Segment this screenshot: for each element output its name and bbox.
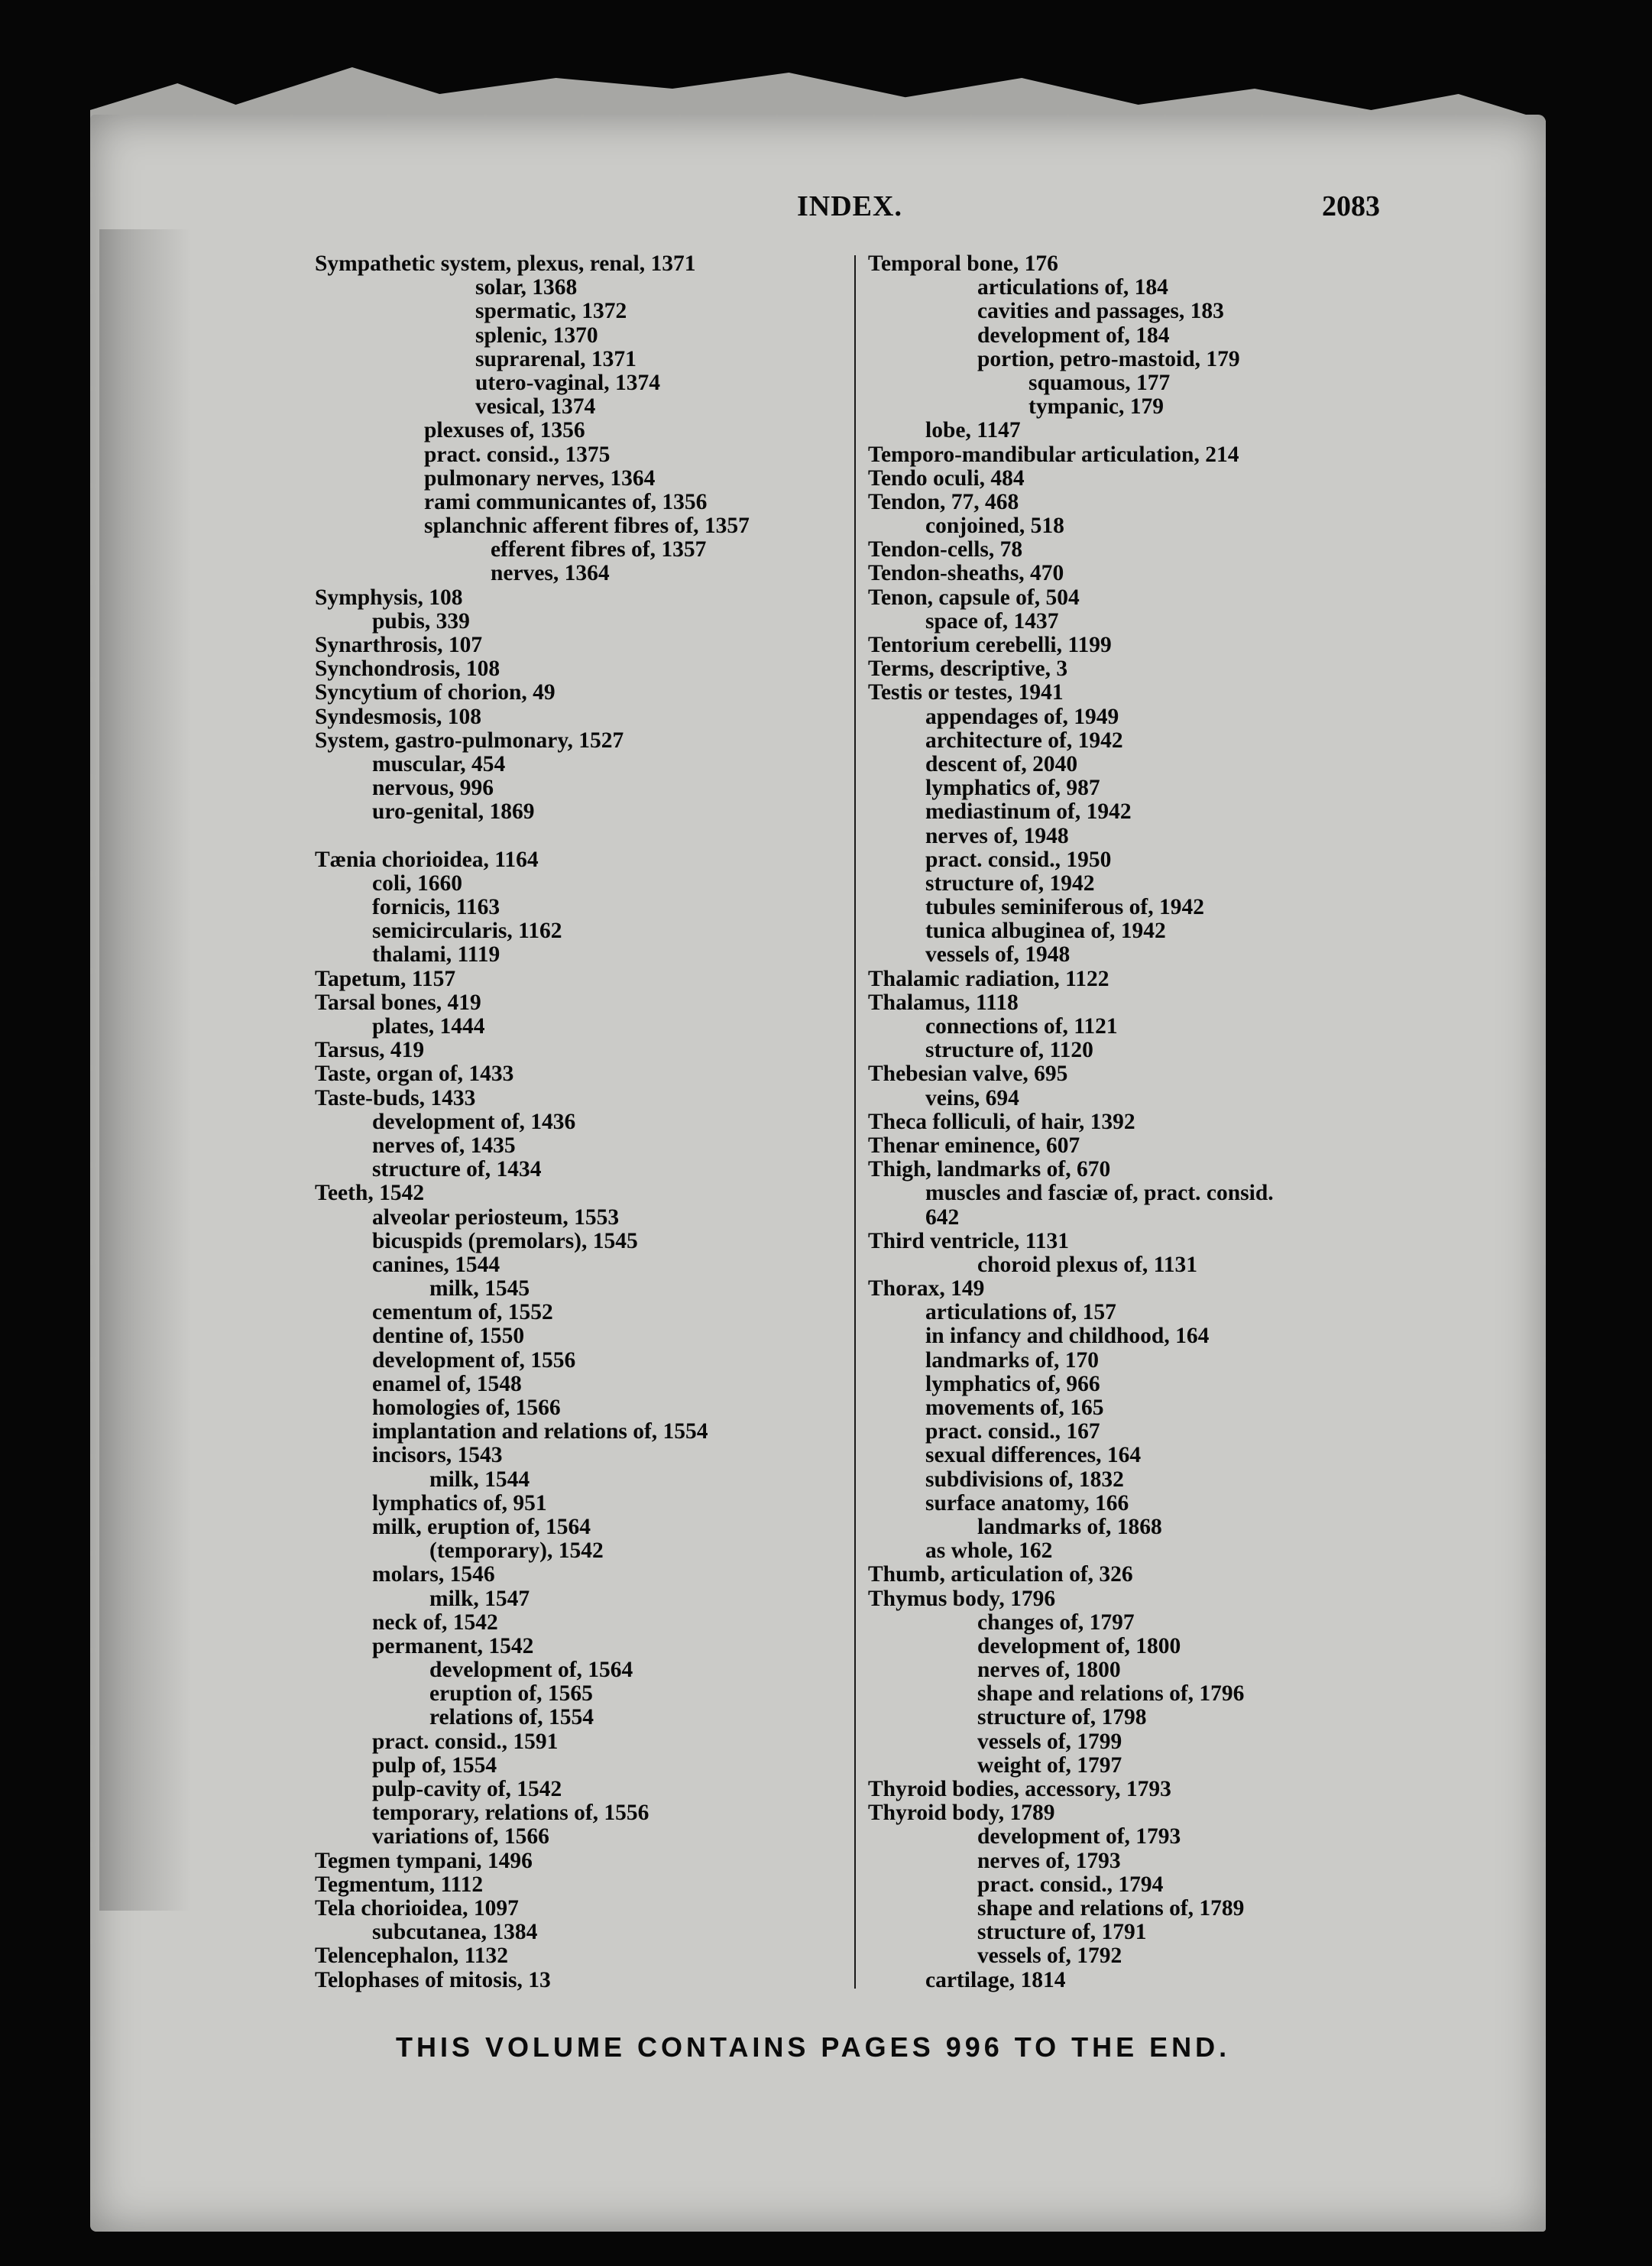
index-subentry: structure of, 1798 [977, 1705, 1147, 1730]
index-subentry: lymphatics of, 987 [925, 776, 1100, 801]
index-subentry: vessels of, 1948 [925, 942, 1071, 968]
index-entry: Tarsal bones, 419 [315, 990, 481, 1015]
index-subentry: milk, 1544 [429, 1467, 530, 1492]
index-subentry: 642 [925, 1204, 960, 1230]
index-entry: Tela chorioidea, 1097 [315, 1895, 519, 1921]
index-entry: Tentorium cerebelli, 1199 [868, 633, 1112, 657]
page-stain [99, 229, 191, 1911]
index-subentry: cavities and passages, 183 [977, 299, 1224, 324]
index-subentry: eruption of, 1565 [429, 1681, 593, 1707]
index-subentry: implantation and relations of, 1554 [372, 1419, 708, 1444]
index-entry: Thymus body, 1796 [868, 1586, 1056, 1611]
index-subentry: landmarks of, 1868 [977, 1514, 1162, 1539]
index-subentry: homologies of, 1566 [372, 1396, 561, 1420]
index-subentry: appendages of, 1949 [925, 704, 1119, 729]
index-subentry: muscles and fasciæ of, pract. consid. [925, 1181, 1274, 1206]
index-subentry: canines, 1544 [372, 1252, 500, 1277]
index-subentry: spermatic, 1372 [475, 299, 627, 324]
index-subentry: architecture of, 1942 [925, 728, 1123, 753]
index-entry: Thyroid bodies, accessory, 1793 [868, 1777, 1171, 1801]
index-entry: Synchondrosis, 108 [315, 656, 500, 682]
index-subentry: development of, 1793 [977, 1824, 1181, 1849]
index-entry: Terms, descriptive, 3 [868, 656, 1068, 682]
index-subentry: mediastinum of, 1942 [925, 799, 1132, 825]
index-subentry: dentine of, 1550 [372, 1324, 525, 1349]
index-subentry: permanent, 1542 [372, 1633, 534, 1658]
index-subentry: weight of, 1797 [977, 1752, 1122, 1778]
index-subentry: milk, 1547 [429, 1586, 530, 1611]
index-subentry: temporary, relations of, 1556 [372, 1801, 649, 1826]
index-entry: Teeth, 1542 [315, 1181, 425, 1206]
index-subentry: rami communicantes of, 1356 [424, 489, 708, 514]
index-subentry: pulp of, 1554 [372, 1752, 497, 1778]
index-column-right [868, 252, 1403, 1992]
index-subentry: development of, 184 [977, 323, 1170, 348]
index-subentry: suprarenal, 1371 [475, 346, 637, 371]
index-subentry: pulp-cavity of, 1542 [372, 1777, 562, 1801]
index-entry: Theca folliculi, of hair, 1392 [868, 1109, 1135, 1134]
index-subentry: pract. consid., 167 [925, 1419, 1100, 1444]
index-subentry: surface anatomy, 166 [925, 1490, 1129, 1516]
index-subentry: plexuses of, 1356 [424, 418, 585, 443]
index-entry: Thenar eminence, 607 [868, 1133, 1080, 1158]
index-entry: Taste-buds, 1433 [315, 1085, 476, 1110]
index-subentry: alveolar periosteum, 1553 [372, 1204, 620, 1230]
index-subentry: nerves of, 1948 [925, 823, 1069, 848]
index-subentry: lobe, 1147 [925, 418, 1021, 443]
index-subentry: development of, 1564 [429, 1658, 633, 1683]
index-entry: Syndesmosis, 108 [315, 704, 482, 729]
index-subentry: sexual differences, 164 [925, 1443, 1142, 1468]
index-subentry: plates, 1444 [372, 1014, 485, 1039]
index-entry: Testis or testes, 1941 [868, 680, 1064, 705]
index-subentry: shape and relations of, 1789 [977, 1895, 1245, 1921]
index-subentry: subdivisions of, 1832 [925, 1467, 1124, 1492]
index-entry: Taste, organ of, 1433 [315, 1062, 514, 1087]
index-subentry: pubis, 339 [372, 608, 470, 634]
index-subentry: utero-vaginal, 1374 [475, 370, 661, 395]
index-entry: Temporo-mandibular articulation, 214 [868, 442, 1239, 467]
index-entry: Tegmentum, 1112 [315, 1872, 484, 1897]
index-subentry: cementum of, 1552 [372, 1300, 553, 1325]
index-entry: Synarthrosis, 107 [315, 633, 483, 657]
index-subentry: pulmonary nerves, 1364 [424, 465, 656, 491]
index-entry: Tarsus, 419 [315, 1038, 425, 1063]
index-entry: Thalamus, 1118 [868, 990, 1019, 1015]
index-subentry: nerves of, 1435 [372, 1133, 516, 1158]
index-subentry: space of, 1437 [925, 608, 1059, 634]
index-entry: Sympathetic system, plexus, renal, 1371 [315, 251, 696, 276]
index-subentry: incisors, 1543 [372, 1443, 503, 1468]
index-entry: Tendon, 77, 468 [868, 489, 1019, 514]
index-subentry: pract. consid., 1950 [925, 847, 1112, 872]
index-subentry: choroid plexus of, 1131 [977, 1252, 1197, 1277]
index-subentry: tunica albuginea of, 1942 [925, 919, 1166, 944]
index-column-left [315, 252, 842, 1992]
index-subentry: tympanic, 179 [1028, 394, 1164, 420]
index-subentry: development of, 1800 [977, 1633, 1181, 1658]
index-entry: System, gastro-pulmonary, 1527 [315, 728, 624, 753]
index-subentry: structure of, 1942 [925, 870, 1095, 896]
index-subentry: solar, 1368 [475, 275, 578, 300]
index-subentry: portion, petro-mastoid, 179 [977, 346, 1240, 371]
index-entry: Thebesian valve, 695 [868, 1062, 1068, 1087]
index-subentry: semicircularis, 1162 [372, 919, 562, 944]
column-divider [854, 255, 856, 1989]
index-subentry: thalami, 1119 [372, 942, 500, 968]
index-subentry: enamel of, 1548 [372, 1371, 522, 1396]
index-entry: Symphysis, 108 [315, 585, 463, 610]
index-subentry: milk, 1545 [429, 1276, 530, 1302]
index-subentry: nervous, 996 [372, 776, 494, 801]
index-subentry: descent of, 2040 [925, 751, 1078, 776]
index-subentry: structure of, 1120 [925, 1038, 1093, 1063]
index-subentry: nerves, 1364 [491, 561, 610, 586]
index-subentry: splanchnic afferent fibres of, 1357 [424, 514, 750, 539]
page-title: INDEX. [797, 190, 902, 222]
index-subentry: muscular, 454 [372, 751, 506, 776]
index-subentry: nerves of, 1800 [977, 1658, 1121, 1683]
index-entry: Third ventricle, 1131 [868, 1228, 1070, 1253]
index-subentry: as whole, 162 [925, 1538, 1053, 1564]
index-entry: Tænia chorioidea, 1164 [315, 847, 539, 872]
index-subentry: squamous, 177 [1028, 370, 1171, 395]
index-subentry: lymphatics of, 966 [925, 1371, 1100, 1396]
index-entry: Tendon-cells, 78 [868, 537, 1023, 562]
index-entry: Thorax, 149 [868, 1276, 985, 1302]
index-subentry: movements of, 165 [925, 1396, 1104, 1420]
index-entry: Tenon, capsule of, 504 [868, 585, 1080, 610]
index-subentry: fornicis, 1163 [372, 895, 500, 920]
index-subentry: uro-genital, 1869 [372, 799, 535, 825]
index-subentry: changes of, 1797 [977, 1610, 1135, 1635]
index-subentry: connections of, 1121 [925, 1014, 1118, 1039]
index-subentry: splenic, 1370 [475, 323, 598, 348]
index-entry: Thigh, landmarks of, 670 [868, 1157, 1111, 1182]
index-subentry: (temporary), 1542 [429, 1538, 604, 1564]
index-subentry: veins, 694 [925, 1085, 1019, 1110]
index-subentry: bicuspids (premolars), 1545 [372, 1228, 638, 1253]
index-entry: Thyroid body, 1789 [868, 1801, 1055, 1826]
index-entry: Thumb, articulation of, 326 [868, 1562, 1133, 1587]
index-subentry: pract. consid., 1375 [424, 442, 611, 467]
index-subentry: pract. consid., 1794 [977, 1872, 1164, 1897]
index-subentry: shape and relations of, 1796 [977, 1681, 1245, 1707]
index-entry: Telophases of mitosis, 13 [315, 1967, 551, 1992]
index-entry [315, 825, 842, 848]
index-subentry: efferent fibres of, 1357 [491, 537, 707, 562]
index-subentry: neck of, 1542 [372, 1610, 498, 1635]
index-subentry: nerves of, 1793 [977, 1848, 1121, 1873]
index-subentry: milk, eruption of, 1564 [372, 1514, 591, 1539]
index-subentry: in infancy and childhood, 164 [925, 1324, 1210, 1349]
index-subentry: structure of, 1791 [977, 1920, 1147, 1945]
index-entry: Tendo oculi, 484 [868, 465, 1025, 491]
index-entry: Telencephalon, 1132 [315, 1943, 508, 1969]
index-subentry: molars, 1546 [372, 1562, 495, 1587]
index-subentry: cartilage, 1814 [925, 1967, 1066, 1992]
index-subentry: vessels of, 1799 [977, 1729, 1122, 1754]
index-subentry: structure of, 1434 [372, 1157, 542, 1182]
index-subentry: conjoined, 518 [925, 514, 1064, 539]
index-subentry: coli, 1660 [372, 870, 462, 896]
index-subentry: development of, 1556 [372, 1347, 576, 1373]
index-entry: Tegmen tympani, 1496 [315, 1848, 533, 1873]
index-subentry: tubules seminiferous of, 1942 [925, 895, 1204, 920]
index-entry: Thalamic radiation, 1122 [868, 966, 1109, 991]
index-entry: Tendon-sheaths, 470 [868, 561, 1064, 586]
index-entry: Syncytium of chorion, 49 [315, 680, 556, 705]
index-subentry: subcutanea, 1384 [372, 1920, 538, 1945]
index-subentry: lymphatics of, 951 [372, 1490, 547, 1516]
index-subentry: pract. consid., 1591 [372, 1729, 559, 1754]
index-subentry: development of, 1436 [372, 1109, 576, 1134]
index-entry: Temporal bone, 176 [868, 251, 1058, 276]
index-subentry: articulations of, 184 [977, 275, 1168, 300]
index-entry: Tapetum, 1157 [315, 966, 456, 991]
index-subentry: articulations of, 157 [925, 1300, 1116, 1325]
volume-footer-note: THIS VOLUME CONTAINS PAGES 996 TO THE END. [396, 2031, 1231, 2063]
index-subentry: relations of, 1554 [429, 1705, 594, 1730]
page-number: 2083 [1322, 190, 1380, 222]
index-subentry: landmarks of, 170 [925, 1347, 1100, 1373]
index-subentry: variations of, 1566 [372, 1824, 549, 1849]
index-subentry: vesical, 1374 [475, 394, 596, 420]
index-subentry: vessels of, 1792 [977, 1943, 1122, 1969]
